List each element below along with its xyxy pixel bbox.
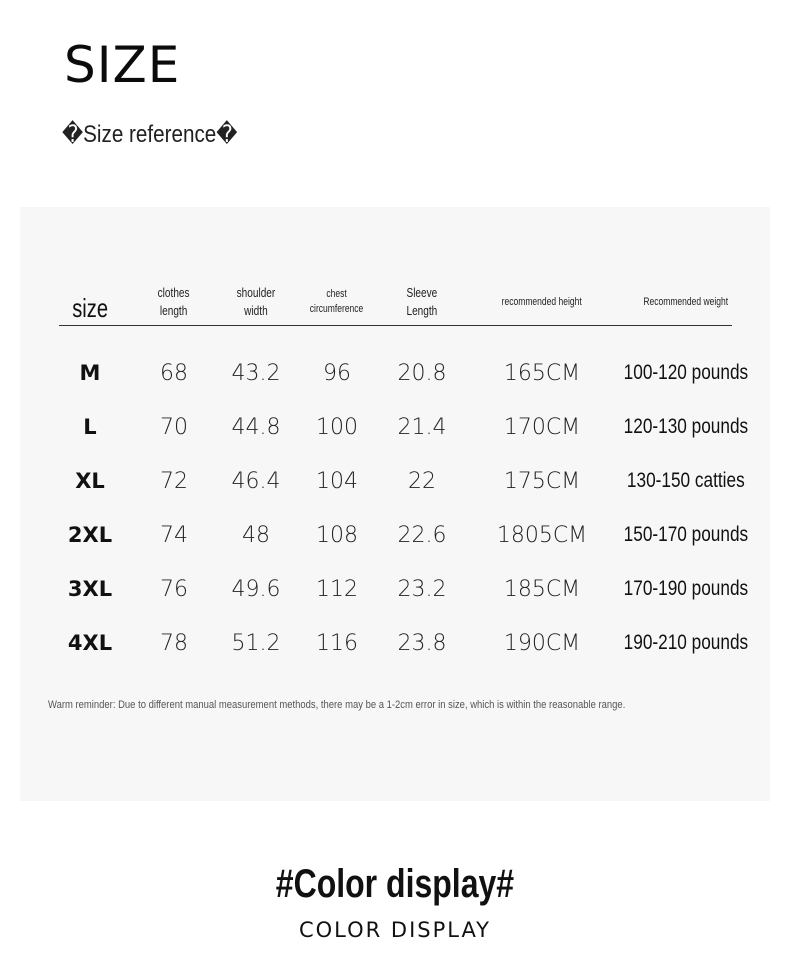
table-row — [20, 569, 770, 609]
color-display-subtitle: COLOR DISPLAY — [298, 918, 492, 942]
cell-weight — [618, 461, 754, 501]
column-header-line: length — [160, 303, 188, 318]
cell-size: 3XL — [67, 577, 113, 601]
cell-chest: 116 — [316, 630, 358, 656]
column-header-line: Sleeve — [406, 285, 438, 300]
cell-weight — [618, 569, 754, 609]
cell-shoulder: 44.8 — [231, 414, 281, 440]
cell-size: M — [79, 361, 101, 385]
column-header-line: recommended height — [501, 295, 583, 308]
column-header-label — [156, 284, 192, 320]
cell-weight — [618, 353, 754, 393]
column-header-label — [234, 284, 278, 320]
color-display-title — [0, 862, 790, 907]
size-reference-subtitle: �Size reference� — [62, 121, 238, 148]
cell-sleeve: 21.4 — [397, 414, 447, 440]
cell-height: 185CM — [503, 576, 581, 602]
cell-shoulder: 43.2 — [231, 360, 281, 386]
cell-sleeve: 22.6 — [397, 522, 447, 548]
cell-size: 2XL — [67, 523, 113, 547]
color-display-title-text: #Color display# — [275, 862, 515, 906]
cell-weight-text: 150-170 pounds — [623, 523, 749, 546]
column-header-line: width — [244, 303, 268, 318]
cell-chest: 112 — [316, 576, 358, 602]
cell-sleeve: 23.2 — [397, 576, 447, 602]
cell-sleeve: 23.8 — [397, 630, 447, 656]
cell-size: 4XL — [67, 631, 113, 655]
column-header-label — [497, 295, 588, 310]
column-header-line: chest — [326, 288, 348, 300]
page-title: SIZE — [64, 36, 181, 94]
table-row — [20, 515, 770, 555]
size-table-panel — [20, 207, 770, 801]
measurement-note: Warm reminder: Due to different manual measurement methods, there may be a 1-2cm error in size, which is within the reasonable range. — [48, 699, 626, 711]
cell-weight — [618, 623, 754, 663]
column-header-line: circumference — [310, 303, 364, 315]
cell-weight — [618, 515, 754, 555]
column-header-weight — [618, 279, 754, 325]
cell-shoulder: 49.6 — [231, 576, 281, 602]
column-header-line: clothes — [158, 285, 190, 300]
cell-height: 170CM — [503, 414, 581, 440]
column-header-line: shoulder — [236, 285, 276, 300]
cell-weight — [618, 407, 754, 447]
column-header-label — [70, 293, 111, 323]
column-header-label — [638, 295, 734, 310]
cell-chest: 104 — [316, 468, 358, 494]
table-row — [20, 461, 770, 501]
cell-shoulder: 51.2 — [231, 630, 281, 656]
column-header-chest — [296, 279, 378, 325]
cell-height: 1805CM — [496, 522, 588, 548]
table-row — [20, 407, 770, 447]
cell-length: 74 — [160, 522, 188, 548]
cell-weight-text: 130-150 catties — [627, 469, 745, 492]
cell-length: 78 — [160, 630, 188, 656]
column-header-label — [404, 284, 439, 320]
cell-weight-text: 190-210 pounds — [623, 631, 749, 654]
column-header-height — [466, 279, 618, 325]
column-header-line: Recommended weight — [643, 295, 729, 308]
cell-size: L — [83, 415, 97, 439]
column-header-sleeve — [380, 279, 464, 325]
cell-shoulder: 46.4 — [231, 468, 281, 494]
cell-length: 70 — [160, 414, 188, 440]
cell-weight-text: 120-130 pounds — [623, 415, 749, 438]
column-header-shoulder — [216, 279, 296, 325]
column-header-label — [307, 287, 368, 317]
column-header-length — [134, 279, 214, 325]
cell-height: 175CM — [503, 468, 581, 494]
table-row — [20, 353, 770, 393]
cell-height: 190CM — [503, 630, 581, 656]
cell-chest: 108 — [316, 522, 358, 548]
cell-length: 72 — [160, 468, 188, 494]
column-header-line: size — [72, 293, 108, 323]
header-divider — [59, 325, 732, 326]
cell-chest: 96 — [323, 360, 351, 386]
column-header-line: Length — [406, 303, 438, 318]
cell-size: XL — [75, 469, 105, 493]
cell-height: 165CM — [503, 360, 581, 386]
cell-length: 76 — [160, 576, 188, 602]
cell-weight-text: 100-120 pounds — [623, 361, 749, 384]
cell-sleeve: 20.8 — [397, 360, 447, 386]
table-header — [20, 279, 770, 329]
table-row — [20, 623, 770, 663]
cell-weight-text: 170-190 pounds — [623, 577, 749, 600]
cell-sleeve: 22 — [408, 468, 436, 494]
cell-length: 68 — [160, 360, 188, 386]
cell-chest: 100 — [316, 414, 358, 440]
cell-shoulder: 48 — [242, 522, 270, 548]
